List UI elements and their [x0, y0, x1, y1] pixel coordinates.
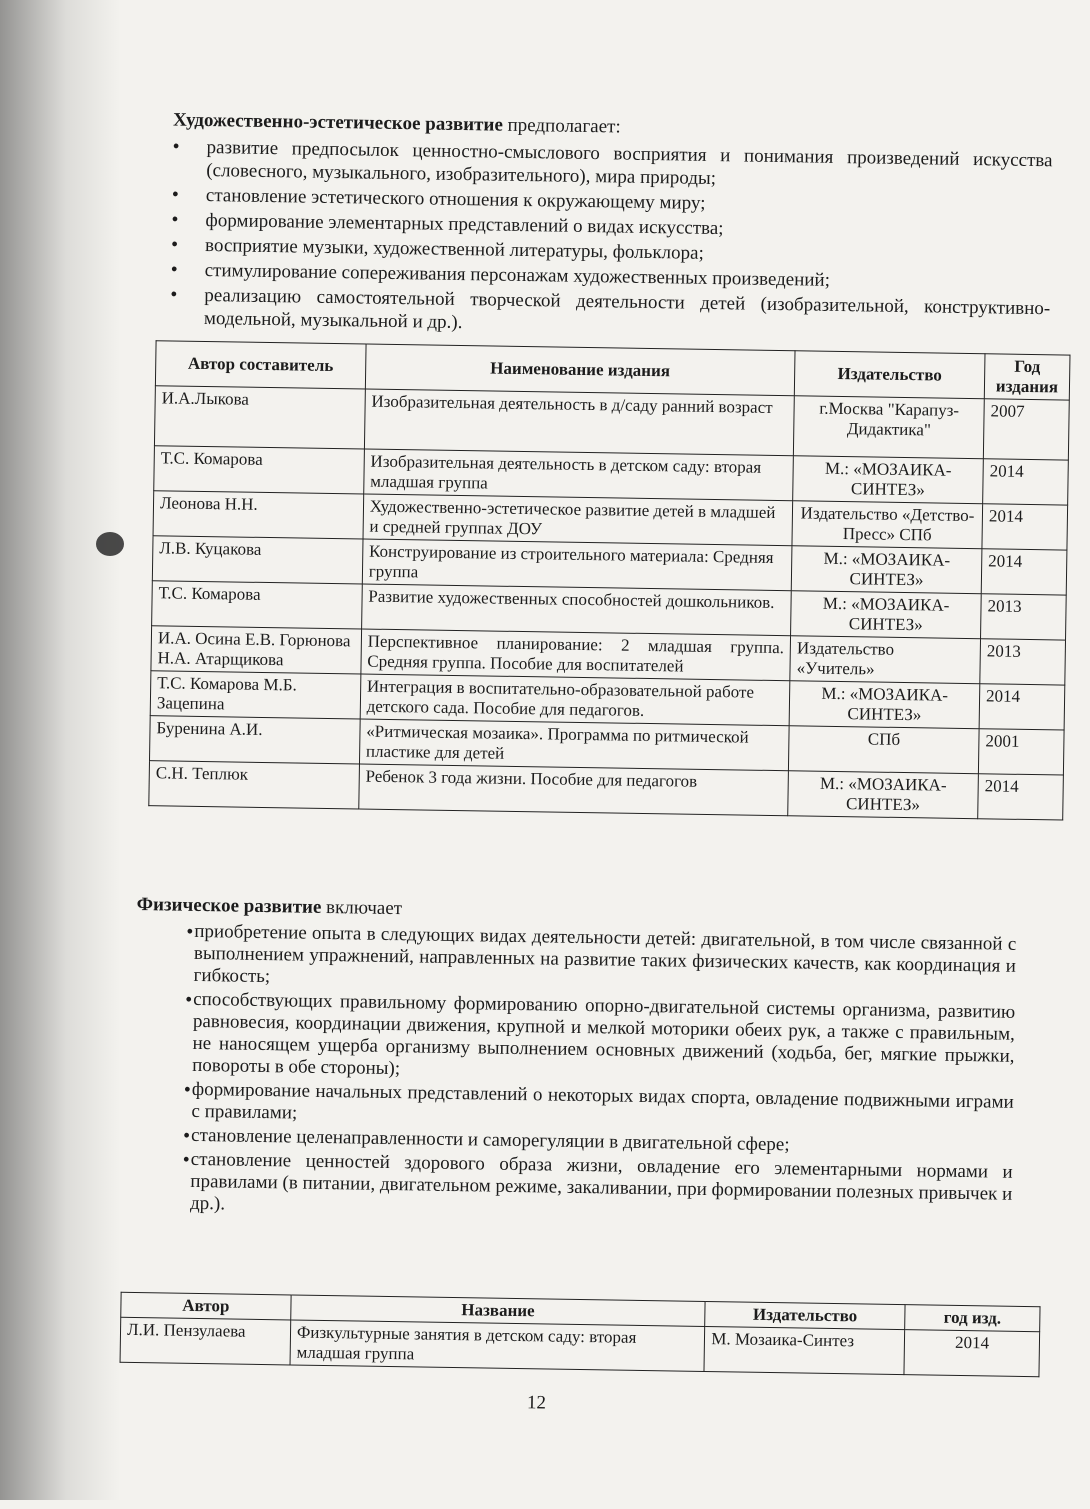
title-cell: Конструирование из строительного материала: Средняя группа	[362, 539, 792, 591]
art-literature-table	[148, 340, 1070, 820]
list-item: • восприятие музыки, художественной литературы, фольклора;	[171, 233, 1051, 270]
title-cell: Художественно-эстетическое развитие детей в младшей и средней группах ДОУ	[363, 494, 793, 546]
art-bullet-list	[170, 135, 1053, 343]
physical-bullet-list	[132, 920, 1017, 1228]
list-item: • становление ценностей здорового образа жизни, овладение его элементарными нормами и правилами (в питании, двигательном режиме, закаливании, при формировании полезных привычек и др.).	[132, 1148, 1013, 1228]
column-header-author: Автор составитель	[155, 341, 365, 389]
author-cell: Т.С. Комарова	[152, 581, 362, 629]
list-item: • реализацию самостоятельной творческой деятельности детей (изобразительной, конструктивно-модельной, музыкальной и др.).	[170, 283, 1051, 343]
year-cell: 2014	[981, 549, 1067, 595]
author-cell: Л.И. Пензулаева	[120, 1317, 291, 1365]
publisher-cell: Издательство «Детство-Пресс» СПб	[792, 501, 983, 549]
column-header-year: Год издания	[984, 354, 1070, 400]
publisher-cell: Издательство «Учитель»	[790, 636, 981, 684]
author-cell: Буренина А.И.	[150, 716, 360, 764]
art-section	[170, 108, 1053, 345]
page-number: 12	[526, 1392, 547, 1414]
column-header-year: год изд.	[905, 1305, 1040, 1332]
author-cell: Т.С. Комарова	[154, 446, 364, 494]
year-cell: 2007	[983, 399, 1069, 460]
author-cell: С.Н. Теплюк	[149, 761, 359, 809]
year-cell: 2014	[978, 774, 1064, 820]
publisher-cell: М.: «МОЗАИКА-СИНТЕЗ»	[789, 681, 980, 729]
year-cell: 2013	[980, 639, 1066, 685]
physical-section-title: Физическое развитие	[136, 894, 322, 918]
publisher-cell: М.: «МОЗАИКА-СИНТЕЗ»	[791, 591, 982, 639]
year-cell: 2014	[904, 1330, 1040, 1377]
list-item: • формирование элементарных представлений о видах искусства;	[171, 208, 1051, 245]
year-cell: 2014	[982, 504, 1068, 550]
list-item: • приобретение опыта в следующих видах деятельности детей: двигательной, в том числе связанной с выполнением упражнений, направленных на развитие таких физических качеств, как координация и гибкость;	[135, 920, 1016, 1000]
author-cell: Т.С. Комарова М.Б. Зацепина	[150, 671, 360, 719]
author-cell: Л.В. Куцакова	[152, 536, 362, 584]
title-cell: Изобразительная деятельность в д/саду ранний возраст	[364, 389, 794, 456]
physical-section	[132, 894, 1017, 1230]
art-section-title: Художественно-эстетическое развитие	[172, 109, 504, 136]
year-cell: 2001	[978, 729, 1064, 775]
physical-section-lead: включает	[321, 896, 403, 920]
year-cell: 2014	[983, 459, 1069, 505]
publisher-cell: М.: «МОЗАИКА-СИНТЕЗ»	[791, 546, 982, 594]
list-item: • развитие предпосылок ценностно-смыслового восприятия и понимания произведений искусства (словесного, музыкального, изобразительного), мира природы;	[172, 135, 1053, 195]
publisher-cell: М.: «МОЗАИКА-СИНТЕЗ»	[788, 771, 979, 819]
column-header-publisher: Издательство	[705, 1301, 905, 1329]
title-cell: «Ритмическая мозаика». Программа по ритмической пластике для детей	[359, 719, 789, 771]
list-item: • становление эстетического отношения к окружающему миру;	[172, 183, 1052, 220]
title-cell: Изобразительная деятельность в детском саду: вторая младшая группа	[363, 449, 793, 501]
binder-hole	[96, 532, 124, 556]
author-cell: И.А. Осина Е.В. Горюнова Н.А. Атарщикова	[151, 626, 361, 674]
publisher-cell: М.: «МОЗАИКА-СИНТЕЗ»	[793, 456, 984, 504]
column-header-title: Наименование издания	[365, 344, 795, 396]
column-header-publisher: Издательство	[794, 351, 985, 399]
title-cell: Развитие художественных способностей дошкольников.	[361, 584, 791, 636]
art-section-lead: предполагает:	[502, 114, 621, 138]
title-cell: Ребенок 3 года жизни. Пособие для педагогов	[359, 764, 789, 816]
publisher-cell: СПб	[789, 726, 980, 774]
author-cell: И.А.Лыкова	[154, 386, 365, 449]
list-item: • формирование начальных представлений о некоторых видах спорта, овладение подвижными играми с правилами;	[133, 1078, 1014, 1136]
column-header-title: Название	[291, 1295, 706, 1327]
list-item: • становление целенаправленности и саморегуляции в двигательной сфере;	[133, 1124, 1013, 1160]
list-item: • стимулирование сопереживания персонажам художественных произведений;	[171, 258, 1051, 295]
list-item: • способствующих правильному формированию опорно-двигательной системы организма, развитию равновесия, координации движения, крупной и мелкой моторики обеих рук, а также с правильным, не наносящем ущерба организму выполнением основных движений (ходьба, бег, мягкие прыжки, повороты в обе стороны);	[134, 988, 1015, 1090]
title-cell: Интеграция в воспитательно-образовательной работе детского сада. Пособие для педагогов.	[360, 674, 790, 726]
year-cell: 2014	[979, 684, 1065, 730]
title-cell: Перспективное планирование: 2 младшая группа. Средняя группа. Пособие для воспитателей	[361, 629, 791, 681]
author-cell: Леонова Н.Н.	[153, 491, 363, 539]
title-cell: Физкультурные занятия в детском саду: вторая младшая группа	[290, 1320, 705, 1372]
column-header-author: Автор	[121, 1292, 291, 1320]
physical-literature-table	[120, 1292, 1041, 1377]
year-cell: 2013	[981, 594, 1067, 640]
publisher-cell: г.Москва "Карапуз-Дидактика"	[794, 396, 985, 459]
publisher-cell: М. Мозаика-Синтез	[704, 1326, 905, 1374]
